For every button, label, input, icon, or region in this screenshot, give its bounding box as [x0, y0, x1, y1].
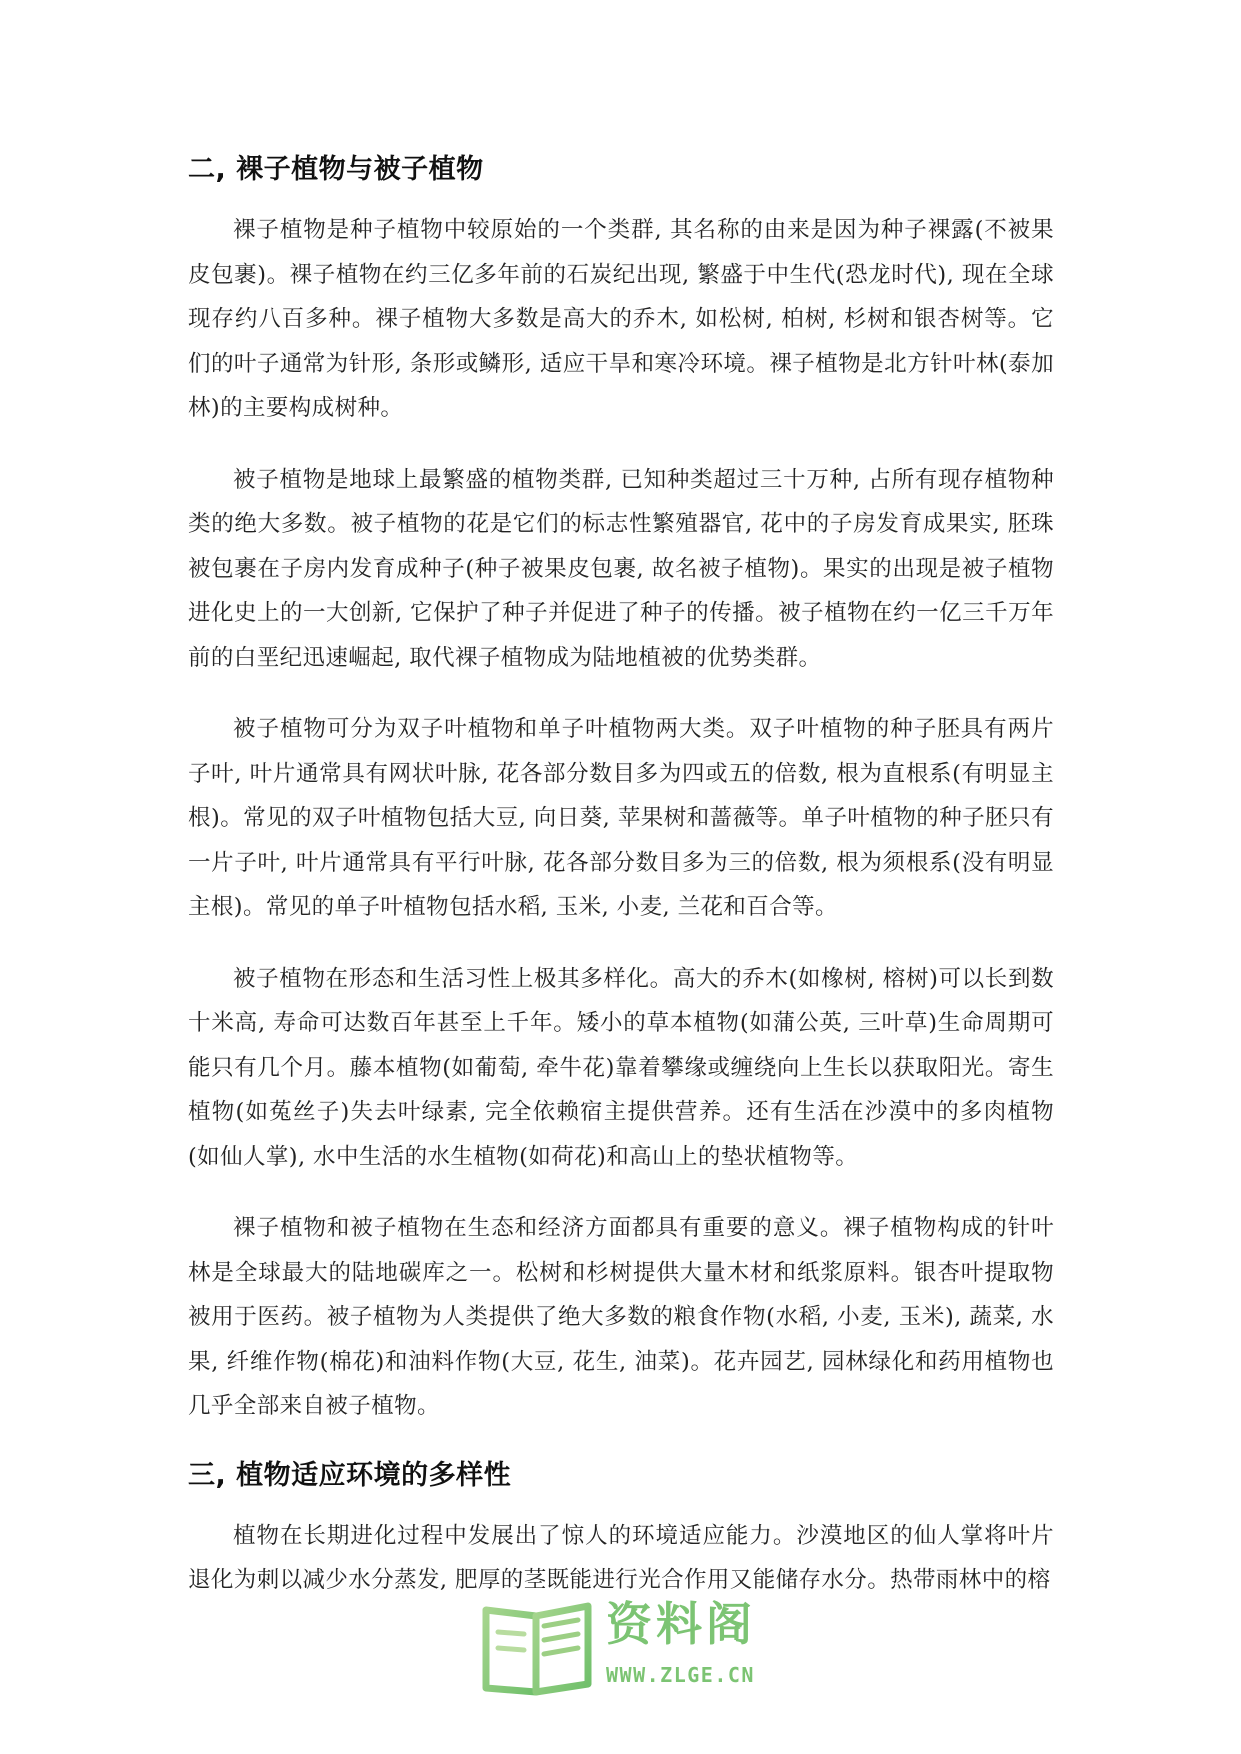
paragraph: 被子植物可分为双子叶植物和单子叶植物两大类。双子叶植物的种子胚具有两片子叶, 叶片通常具有网状叶脉, 花各部分数目多为四或五的倍数, 根为直根系(有明显主根)。常见的双子叶植物包括大豆, 向日葵, 苹果树和蔷薇等。单子叶植物的种子胚只有一片子叶, 叶片通常具有平行叶脉, 花各部分数目多为三的倍数, 根为须根系(没有明显主根)。常见的单子叶植物包括水稻, 玉米, 小麦, 兰花和百合等。 — [188, 716, 1054, 920]
watermark-logo — [478, 1592, 778, 1702]
watermark-url: WWW.ZLGE.CN — [606, 1663, 755, 1687]
paragraph: 裸子植物和被子植物在生态和经济方面都具有重要的意义。裸子植物构成的针叶林是全球最大的陆地碳库之一。松树和杉树提供大量木材和纸浆原料。银杏叶提取物被用于医药。被子植物为人类提供了绝大多数的粮食作物(水稻, 小麦, 玉米), 蔬菜, 水果, 纤维作物(棉花)和油料作物(大豆, 花生, 油菜)。花卉园艺, 园林绿化和药用植物也几乎全部来自被子植物。 — [188, 1215, 1054, 1419]
section-two — [188, 150, 1054, 1429]
paragraph: 裸子植物是种子植物中较原始的一个类群, 其名称的由来是因为种子裸露(不被果皮包裹)。裸子植物在约三亿多年前的石炭纪出现, 繁盛于中生代(恐龙时代), 现在全球现存约八百多种。裸子植物大多数是高大的乔木, 如松树, 柏树, 杉树和银杏树等。它们的叶子通常为针形, 条形或鳞形, 适应干旱和寒冷环境。裸子植物是北方针叶林(泰加林)的主要构成树种。 — [188, 217, 1054, 421]
paragraph: 植物在长期进化过程中发展出了惊人的环境适应能力。沙漠地区的仙人掌将叶片退化为刺以减少水分蒸发, 肥厚的茎既能进行光合作用又能储存水分。热带雨林中的榕 — [188, 1522, 1054, 1593]
paragraph: 被子植物在形态和生活习性上极其多样化。高大的乔木(如橡树, 榕树)可以长到数十米高, 寿命可达数百年甚至上千年。矮小的草本植物(如蒲公英, 三叶草)生命周期可能只有几个月。藤本植物(如葡萄, 牵牛花)靠着攀缘或缠绕向上生长以获取阳光。寄生植物(如菟丝子)失去叶绿素, 完全依赖宿主提供营养。还有生活在沙漠中的多肉植物(如仙人掌), 水中生活的水生植物(如荷花)和高山上的垫状植物等。 — [188, 965, 1054, 1170]
paragraph: 被子植物是地球上最繁盛的植物类群, 已知种类超过三十万种, 占所有现存植物种类的绝大多数。被子植物的花是它们的标志性繁殖器官, 花中的子房发育成果实, 胚珠被包裹在子房内发育成种子(种子被果皮包裹, 故名被子植物)。果实的出现是被子植物进化史上的一大创新, 它保护了种子并促进了种子的传播。被子植物在约一亿三千万年前的白垩纪迅速崛起, 取代裸子植物成为陆地植被的优势类群。 — [188, 466, 1054, 671]
book-logo-icon — [478, 1596, 596, 1696]
document-body — [188, 150, 1054, 1630]
watermark-title: 资料阁 — [606, 1597, 756, 1651]
section-heading: 二, 裸子植物与被子植物 — [188, 154, 484, 185]
section-three — [188, 1456, 1054, 1603]
section-heading: 三, 植物适应环境的多样性 — [188, 1459, 512, 1491]
